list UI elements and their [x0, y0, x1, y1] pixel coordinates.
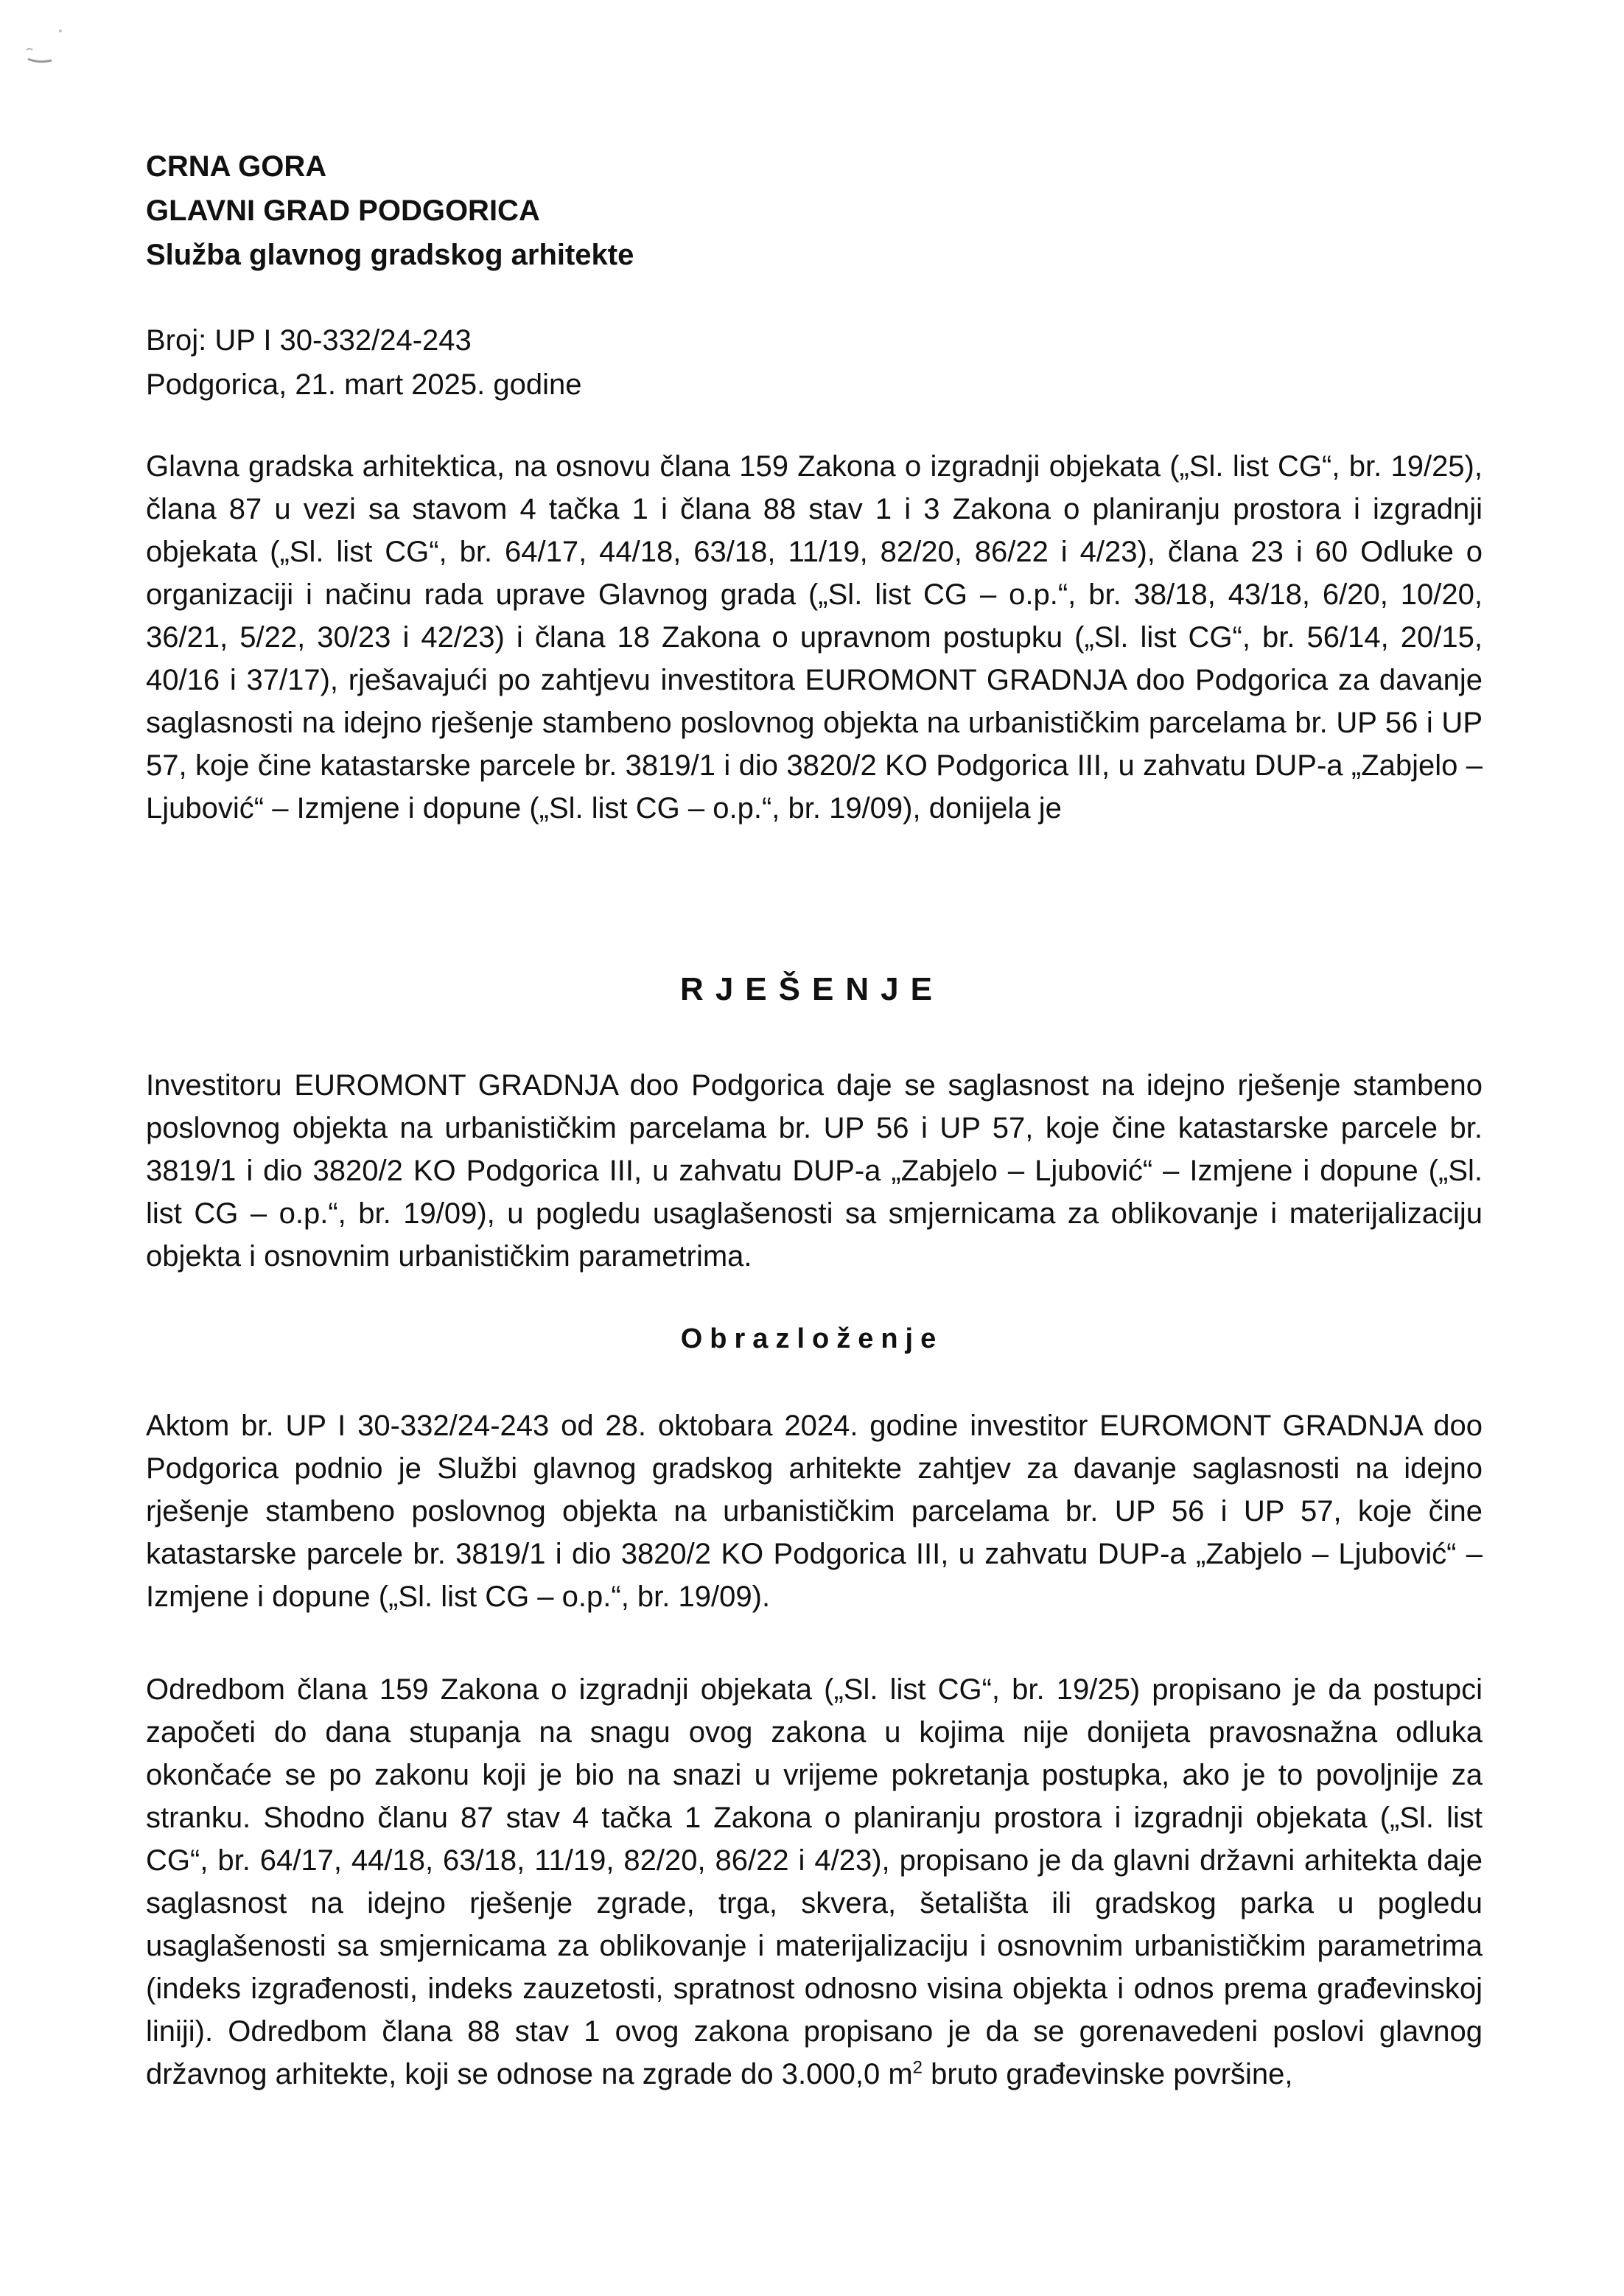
decision-title: RJEŠENJE [680, 971, 944, 1007]
reasoning-paragraph-2-tail: bruto građevinske površine, [923, 2058, 1293, 2090]
superscript-squared: 2 [912, 2057, 923, 2078]
office-name: Služba glavnog gradskog arhitekte [146, 239, 634, 271]
reasoning-paragraph-1: Aktom br. UP I 30-332/24-243 od 28. oktobara 2024. godine investitor EUROMONT GRADNJA doo Podgorica podnio je Službi glavnog gradskog arhitekte zahtjev za davanje saglasnosti na idejno rješenje stambeno poslovnog objekta na urbanističkim parcelama br. UP 56 i UP 57, koje čine katastarske parcele br. 3819/1 i dio 3820/2 KO Podgorica III, u zahvatu DUP-a „Zabjelo – Ljubović“ – Izmjene i dopune („Sl. list CG – o.p.“, br. 19/09). [146, 1410, 1483, 1613]
country-name: CRNA GORA [146, 150, 327, 183]
reasoning-title: Obrazloženje [680, 1323, 944, 1354]
city-name: GLAVNI GRAD PODGORICA [146, 195, 540, 227]
scan-artifact-mark [22, 18, 66, 77]
place-and-date: Podgorica, 21. mart 2025. godine [146, 368, 582, 401]
reasoning-paragraph-2-text: Odredbom člana 159 Zakona o izgradnji objekata („Sl. list CG“, br. 19/25) propisano je da postupci započeti do dana stupanja na snagu ovog zakona u kojima nije donijeta pravosnažna odluka okončaće se po zakonu koji je bio na snazi u vrijeme pokretanja postupka, ako je to povoljnije za stranku. Shodno članu 87 stav 4 tačka 1 Zakona o planiranju prostora i izgradnji objekata („Sl. list CG“, br. 64/17, 44/18, 63/18, 11/19, 82/20, 86/22 i 4/23), propisano je da glavni državni arhitekta daje saglasnost na idejno rješenje zgrade, trga, skvera, šetališta ili gradskog parka u pogledu usaglašenosti sa smjernicama za oblikovanje i materijalizaciju i osnovnim urbanističkim parametrima (indeks izgrađenosti, indeks zauzetosti, spratnost odnosno visina objekta i odnos prema građevinskoj liniji). Odredbom člana 88 stav 1 ovog zakona propisano je da se gorenavedeni poslovi glavnog državnog arhitekte, koji se odnose na zgrade do 3.000,0 m [146, 1673, 1483, 2090]
letterhead [146, 144, 634, 277]
document-meta [146, 318, 582, 407]
decision-paragraph: Investitoru EUROMONT GRADNJA doo Podgorica daje se saglasnost na idejno rješenje stambeno poslovnog objekta na urbanističkim parcelama br. UP 56 i UP 57, koje čine katastarske parcele br. 3819/1 i dio 3820/2 KO Podgorica III, u zahvatu DUP-a „Zabjelo – Ljubović“ – Izmjene i dopune („Sl. list CG – o.p.“, br. 19/09), u pogledu usaglašenosti sa smjernicama za oblikovanje i materijalizaciju objekta i osnovnim urbanističkim parametrima. [146, 1069, 1483, 1273]
reasoning-paragraph-2 [146, 1668, 1483, 2096]
reference-number: Broj: UP I 30-332/24-243 [146, 324, 472, 357]
intro-paragraph: Glavna gradska arhitektica, na osnovu člana 159 Zakona o izgradnji objekata („Sl. list CG“, br. 19/25), člana 87 u vezi sa stavom 4 tačka 1 i člana 88 stav 1 i 3 Zakona o planiranju prostora i izgradnji objekata („Sl. list CG“, br. 64/17, 44/18, 63/18, 11/19, 82/20, 86/22 i 4/23), člana 23 i 60 Odluke o organizaciji i načinu rada uprave Glavnog grada („Sl. list CG – o.p.“, br. 38/18, 43/18, 6/20, 10/20, 36/21, 5/22, 30/23 i 42/23) i člana 18 Zakona o upravnom postupku („Sl. list CG“, br. 56/14, 20/15, 40/16 i 37/17), rješavajući po zahtjevu investitora EUROMONT GRADNJA doo Podgorica za davanje saglasnosti na idejno rješenje stambeno poslovnog objekta na urbanističkim parcelama br. UP 56 i UP 57, koje čine katastarske parcele br. 3819/1 i dio 3820/2 KO Podgorica III, u zahvatu DUP-a „Zabjelo – Ljubović“ – Izmjene i dopune („Sl. list CG – o.p.“, br. 19/09), donijela je [146, 450, 1483, 825]
